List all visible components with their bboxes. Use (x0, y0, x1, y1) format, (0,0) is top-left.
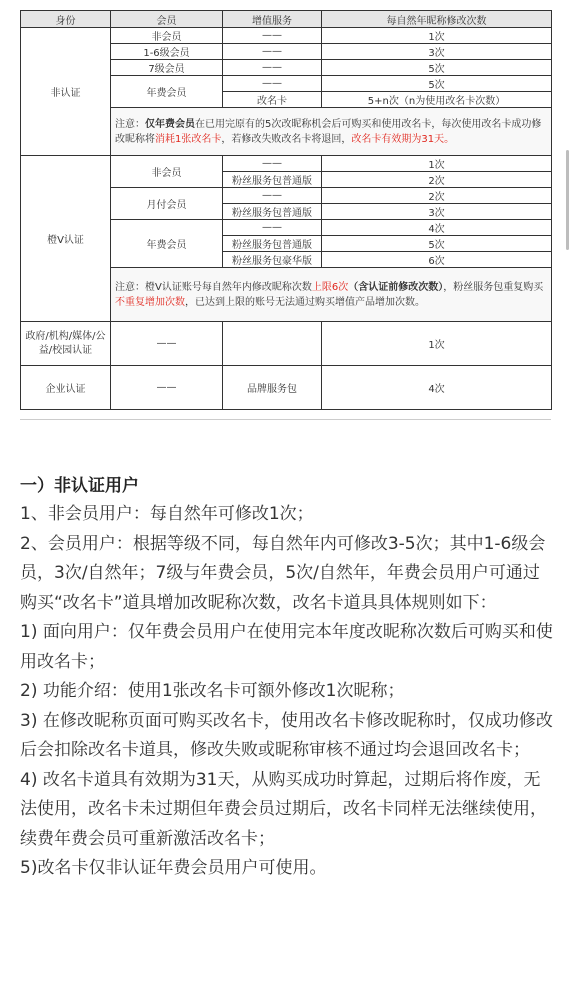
identity-orange-v: 橙V认证 (21, 156, 111, 322)
note-text: ，若修改失败改名卡将退回， (221, 133, 352, 145)
note-text: ，粉丝服务包重复购买 (443, 281, 544, 293)
service-cell: —— (223, 220, 322, 236)
identity-gov: 政府/机构/媒体/公益/校园认证 (21, 322, 111, 366)
service-cell: 粉丝服务包豪华版 (223, 252, 322, 268)
section-title: 一）非认证用户 (20, 476, 139, 496)
rules-table-image (20, 10, 551, 420)
count-cell: 5+n次（n为使用改名卡次数） (322, 92, 552, 108)
paragraph: 3) 在修改昵称页面可购买改名卡，使用改名卡修改昵称时，仅成功修改后会扣除改名卡道具，修改失败或昵称审核不通过均会退回改名卡； (20, 710, 553, 760)
service-cell (223, 322, 322, 366)
member-cell: 非会员 (111, 156, 223, 188)
count-cell: 2次 (322, 188, 552, 204)
scrollbar[interactable] (566, 150, 569, 250)
service-cell: 品牌服务包 (223, 366, 322, 410)
member-cell: —— (111, 322, 223, 366)
identity-enterprise: 企业认证 (21, 366, 111, 410)
paragraph: 2、会员用户：根据等级不同，每自然年内可修改3-5次；其中1-6级会员，3次/自然年；7级与年费会员，5次/自然年，年费会员用户可通过购买“改名卡”道具增加改昵称次数，改名卡道具具体规则如下： (20, 533, 546, 613)
count-cell: 1次 (322, 156, 552, 172)
orange-v-note (111, 268, 552, 322)
count-cell: 4次 (322, 366, 552, 410)
count-cell: 1次 (322, 322, 552, 366)
service-cell: —— (223, 60, 322, 76)
count-cell: 6次 (322, 252, 552, 268)
count-cell: 5次 (322, 60, 552, 76)
service-cell: —— (223, 76, 322, 92)
count-cell: 2次 (322, 172, 552, 188)
table-row (21, 28, 552, 44)
nickname-rules-table (20, 10, 552, 410)
member-cell: 月付会员 (111, 188, 223, 220)
paragraph: 5)改名卡仅非认证年费会员用户可使用。 (20, 858, 327, 878)
header-member: 会员 (111, 11, 223, 28)
paragraph: 2) 功能介绍：使用1张改名卡可额外修改1次昵称； (20, 681, 405, 701)
count-cell: 3次 (322, 204, 552, 220)
note-highlight: 不重复增加次数 (115, 296, 185, 308)
count-cell: 4次 (322, 220, 552, 236)
service-cell: —— (223, 28, 322, 44)
member-cell: 年费会员 (111, 76, 223, 108)
count-cell: 5次 (322, 76, 552, 92)
note-text: （含认证前修改次数） (348, 281, 444, 293)
note-text: ，已达到上限的账号无法通过购买增值产品增加次数。 (185, 296, 425, 308)
note-text: 注意： (115, 118, 145, 130)
service-cell: —— (223, 44, 322, 60)
table-row (21, 322, 552, 366)
paragraph: 1) 面向用户：仅年费会员用户在使用完本年度改昵称次数后可购买和使用改名卡； (20, 622, 553, 672)
count-cell: 1次 (322, 28, 552, 44)
note-highlight: 上限6次 (311, 281, 349, 293)
table-row (21, 366, 552, 410)
count-cell: 5次 (322, 236, 552, 252)
count-cell: 3次 (322, 44, 552, 60)
paragraph: 1、非会员用户：每自然年可修改1次； (20, 504, 314, 524)
member-cell: 7级会员 (111, 60, 223, 76)
member-cell: 年费会员 (111, 220, 223, 268)
header-count: 每自然年昵称修改次数 (322, 11, 552, 28)
service-cell: 粉丝服务包普通版 (223, 236, 322, 252)
service-cell: 改名卡 (223, 92, 322, 108)
table-header-row (21, 11, 552, 28)
note-text: 在已用完原有的5次改昵称机会后可购买和使用改名卡，每次使用改名卡成功修改昵称将 (115, 118, 542, 145)
note-text: 注意：橙V认证账号每自然年内修改昵称次数 (115, 281, 312, 293)
service-cell: —— (223, 156, 322, 172)
member-cell: 1-6级会员 (111, 44, 223, 60)
non-cert-note (111, 108, 552, 156)
article-content (20, 472, 556, 884)
table-row (21, 156, 552, 172)
service-cell: 粉丝服务包普通版 (223, 204, 322, 220)
service-cell: 粉丝服务包普通版 (223, 172, 322, 188)
member-cell: 非会员 (111, 28, 223, 44)
note-text: 仅年费会员 (145, 118, 195, 130)
note-highlight: 消耗1张改名卡 (155, 133, 222, 145)
paragraph: 4) 改名卡道具有效期为31天，从购买成功时算起，过期后将作废，无法使用，改名卡未过期但年费会员过期后，改名卡同样无法继续使用，续费年费会员可重新激活改名卡； (20, 769, 547, 849)
header-service: 增值服务 (223, 11, 322, 28)
identity-non-cert: 非认证 (21, 28, 111, 156)
service-cell: —— (223, 188, 322, 204)
header-identity: 身份 (21, 11, 111, 28)
member-cell: —— (111, 366, 223, 410)
note-highlight: 改名卡有效期为31天。 (351, 133, 455, 145)
